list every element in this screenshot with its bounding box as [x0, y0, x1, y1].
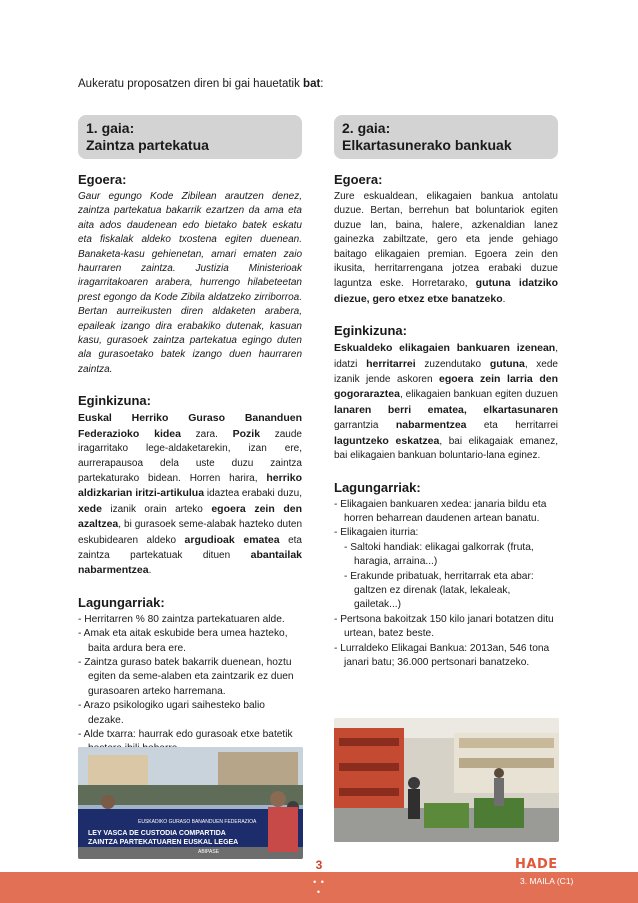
topic-2-lagungarriak-heading: Lagungarriak: [334, 479, 421, 495]
body-text: , bai elikagaiak emanez, bai elikagaien bankuan boluntario-lana eginez. [334, 435, 558, 462]
emphasis-text: egoera zein den azaltzea [78, 502, 302, 531]
body-text: eta zaintza partekatuak dituen [78, 534, 302, 561]
topic-1-eginkizuna-heading: Eginkizuna: [78, 393, 151, 409]
body-text: , bi gurasoek seme-alabak hazteko duten eskubidearen aldeko [78, 519, 302, 546]
topic-1-title: Zaintza partekatua [86, 137, 209, 153]
instruction-bold: bat [303, 78, 321, 90]
body-text: zara. [180, 428, 233, 440]
topic-1-eginkizuna-text [78, 411, 302, 578]
emphasis-text: herritarrei [366, 357, 416, 370]
list-item: - Erakunde pribatuak, herritarrak eta abar: galtzen ez direnak (latak, lekaleak, gailetak...) [344, 570, 534, 611]
topic-2-column [334, 115, 558, 670]
banner-org: EUSKADIKO GURASO BANANDUEN FEDERAZIOA [138, 819, 257, 825]
emphasis-text: Eskualdeko elikagaien bankuaren izenean [334, 342, 556, 355]
body-text: Zure eskualdean, elikagaien bankua antolatu duzue. Bertan, berrehun bat boluntariok egiten duzue lan, baina, halere, azkenaldian lanez gainezka zabiltzate, gero eta jende gehiago baitago elikagaien premian. Egoera zein den ikusita, herritarrengana jotzea erabaki duzue laguntza eske. Horretarako, [334, 191, 558, 290]
topic-2-egoera-text [334, 190, 558, 307]
topic-1-header [78, 115, 302, 159]
emphasis-text: xede [78, 502, 102, 515]
topic-1-lagungarriak-list [78, 613, 302, 757]
list-item: - Elikagaien iturria: [334, 527, 419, 539]
topic-1-number: 1. gaia: [86, 120, 135, 136]
body-text: zaude iragarritako lege-aldaketarekin, izan ere, aurrerapausoa dela uste duzu zaintza partekaturako bidean. Horren harira, [78, 428, 302, 484]
emphasis-text: lanaren berri ematea, elkartasunaren [334, 403, 558, 416]
brand-logo: HADE [515, 857, 558, 872]
topic-2-eginkizuna-heading: Eginkizuna: [334, 323, 407, 339]
emphasis-text: Pozik [232, 427, 261, 440]
protest-photo [78, 747, 303, 859]
emphasis-text: egoera zein larria den gogoraraztea [334, 373, 558, 401]
body-text: , xede izanik jende askoren [334, 358, 558, 386]
emphasis-text: argudioak ematea [184, 533, 280, 546]
topic-2-egoera-heading: Egoera: [334, 172, 383, 187]
food-bank-photo [334, 718, 559, 842]
banner-logo: ABIPASE [198, 849, 220, 855]
list-item: - Pertsona bakoitzak 150 kilo janari botatzen ditu urtean, batez beste. [334, 613, 554, 640]
list-item: - Zaintza guraso batek bakarrik duenean, hoztu egiten da seme-alaben eta zaintzarik ez duen gurasoaren arteko harremana. [78, 656, 294, 697]
body-text: , elikagaien bankuan egiten duzuen [399, 389, 558, 401]
topic-2-lagungarriak-list [334, 498, 558, 671]
topic-2-title: Elkartasunerako bankuak [342, 137, 512, 153]
list-item: - Amak eta aitak eskubide bera umea hazteko, baita ardura bera ere. [78, 628, 288, 654]
emphasis-text: nabarmentzea [395, 419, 467, 432]
list-item: - Alde txarra: haurrak edo gurasoak etxe batetik [78, 729, 293, 740]
body-text: zuzendutako [415, 358, 490, 370]
topic-1-column [78, 115, 302, 757]
page-dots: • • • [313, 877, 325, 897]
list-item: - Lurraldeko Elikagai Bankua: 2013an, 546 tona janari batu; 36.000 pertsonari banatzeko. [334, 642, 550, 668]
topic-2-eginkizuna-text [334, 341, 558, 463]
body-text: eta herritarrei [466, 420, 559, 432]
body-text: . [502, 293, 506, 305]
instruction-text: Aukeratu proposatzen diren bi gai hauetatik [78, 78, 304, 90]
level-label: 3. MAILA (C1) [520, 876, 574, 886]
emphasis-text: gutuna [489, 357, 525, 370]
list-item: - Arazo psikologiko ugari saihesteko balio dezake. [78, 700, 265, 726]
list-item: - Saltoki handiak: elikagai galkorrak (fruta, haragia, arraina...) [344, 541, 534, 568]
body-text: idaztea erabaki duzu, [204, 488, 303, 500]
emphasis-text: herriko aldizkarian iritzi-artikulua [78, 471, 302, 500]
emphasis-text: Euskal Herriko Guraso Bananduen Federazioko kidea [78, 412, 302, 440]
topic-1-egoera-text: Gaur egungo Kode Zibilean arautzen denez, zaintza partekatua bakarrik ezartzen da ama eta aita ados daudenean edo bietako batek eskatu eta fiskalak aldeko txostena egiten duenean. Banaketa-kasu gehienetan, amari ematen zaio haurraren zaintza. Justizia Ministerioak iragarritakoaren arabera, hurrengo hilabeteetan prest egongo da Kode Zibila aldatzeko zirriborroa. Bertan aurreikusten diren aldaketen arabera, epaileak izango dira erabakiko dutenak, kasuan kasu, gurasoek zaintza partekatua egingo duten ala gurasoetako batek izango duen haurraren zaintza. [78, 191, 302, 375]
instruction-line [78, 78, 324, 90]
list-item: - Elikagaien bankuaren xedea: janaria bildu eta horren beharrean daudenen artean banatu. [334, 498, 547, 524]
body-text: , idatzi [334, 343, 558, 370]
emphasis-text: laguntzeko eskatzea [334, 434, 440, 447]
emphasis-text: abantailak nabarmentzea [78, 548, 302, 577]
instruction-colon: : [320, 78, 324, 90]
emphasis-text: gutuna idatziko diezue, gero etxez etxe banatzeko [334, 277, 558, 305]
body-text: . [148, 565, 152, 577]
body-text: garrantzia [334, 420, 396, 432]
topic-1-lagungarriak-heading: Lagungarriak: [78, 594, 165, 610]
page-number: 3 [315, 858, 323, 872]
topic-1-egoera-heading: Egoera: [78, 172, 127, 187]
topic-2-number: 2. gaia: [342, 120, 391, 136]
body-text: izanik orain arteko [101, 503, 212, 515]
list-item: - Herritarren % 80 zaintza partekatuaren alde. [78, 613, 285, 625]
banner-line-2: ZAINTZA PARTEKATUAREN EUSKAL LEGEA [88, 839, 239, 846]
topic-2-header [334, 115, 558, 159]
banner-line-1: LEY VASCA DE CUSTODIA COMPARTIDA [88, 830, 226, 837]
